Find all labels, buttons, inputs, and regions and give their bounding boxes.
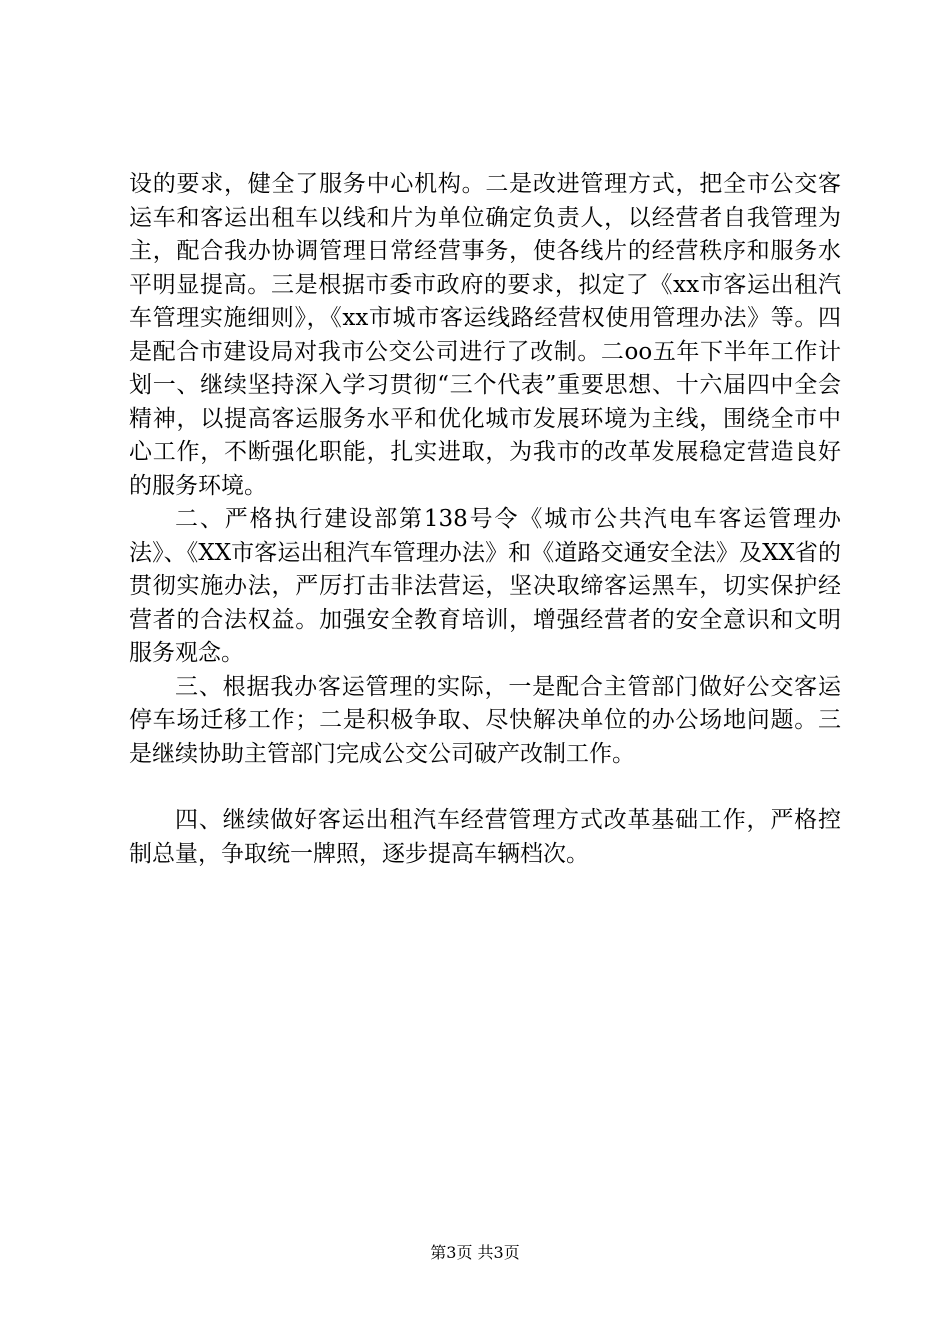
paragraph-item-3: 三、根据我办客运管理的实际，一是配合主管部门做好公交客运停车场迁移工作；二是积极争取、尽快解决单位的办公场地问题。三是继续协助主管部门完成公交公司破产改制工作。 [129, 673, 841, 767]
paragraph-continued: 设的要求，健全了服务中心机构。二是改进管理方式，把全市公交客运车和客运出租车以线和片为单位确定负责人，以经营者自我管理为主，配合我办协调管理日常经营事务，使各线片的经营秩序和服务水平明显提高。三是根据市委市政府的要求，拟定了《xx市客运出租汽车管理实施细则》，《xx市城市客运线路经营权使用管理办法》等。四是配合市建设局对我市公交公司进行了改制。二oo五年下半年工作计划一、继续坚持深入学习贯彻“三个代表”重要思想、十六届四中全会精神，以提高客运服务水平和优化城市发展环境为主线，围绕全市中心工作，不断强化职能，扎实进取，为我市的改革发展稳定营造良好的服务环境。 [129, 171, 841, 499]
page-number-footer: 第3页 共3页 [430, 1243, 520, 1262]
paragraph-item-2: 二、严格执行建设部第138号令《城市公共汽电车客运管理办法》、《XX市客运出租汽车管理办法》和《道路交通安全法》及XX省的贯彻实施办法，严厉打击非法营运，坚决取缔客运黑车，切实保护经营者的合法权益。加强安全教育培训，增强经营者的安全意识和文明服务观念。 [129, 506, 841, 666]
paragraph-item-4: 四、继续做好客运出租汽车经营管理方式改革基础工作，严格控制总量，争取统一牌照，逐步提高车辆档次。 [129, 807, 841, 867]
document-body [129, 168, 841, 871]
